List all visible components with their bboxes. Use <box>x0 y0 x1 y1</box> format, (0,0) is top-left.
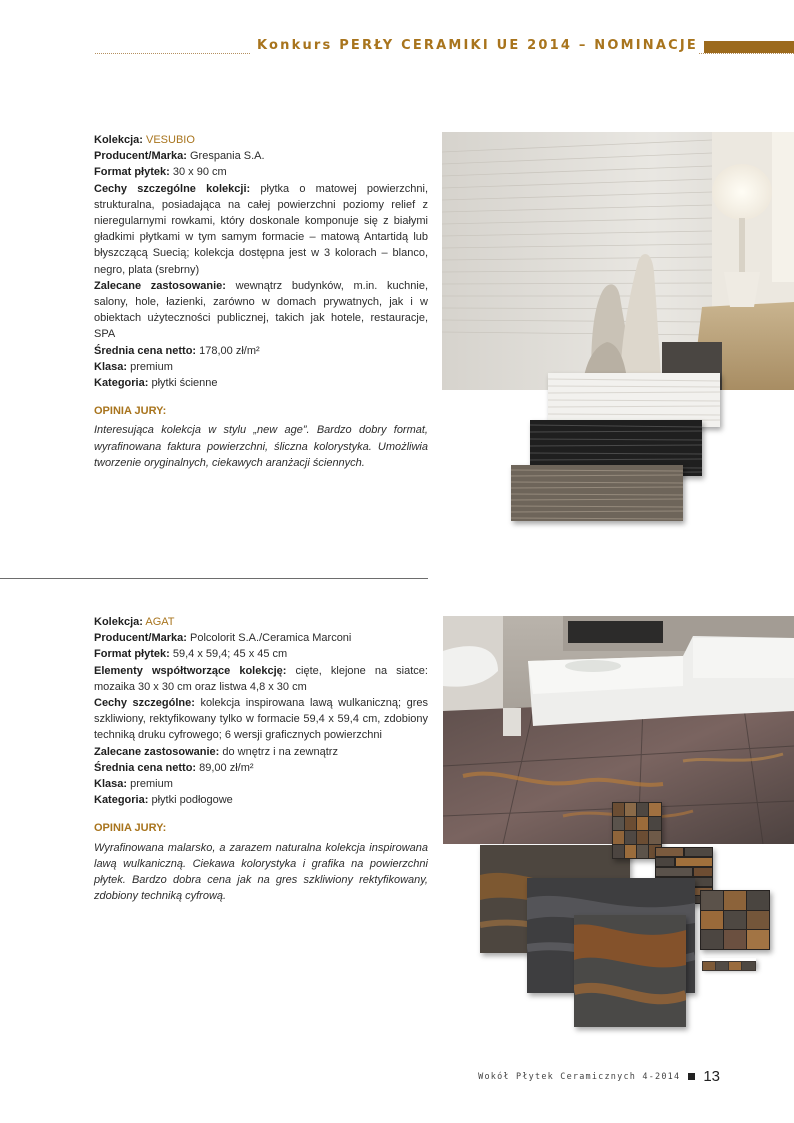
vesubio-interior-photo <box>442 132 794 390</box>
footer-magazine-name: Wokół Płytek Ceramicznych 4-2014 <box>478 1071 681 1082</box>
header-accent-bar <box>704 41 794 53</box>
agat-elementy: Elementy współtworzące kolekcję: cięte, klejone na siatce: mozaika 30 x 30 cm oraz listwa 4,8 x 30 cm <box>94 664 428 693</box>
vesubio-producent: Producent/Marka: Grespania S.A. <box>94 150 265 163</box>
vesubio-cena: Średnia cena netto: 178,00 zł/m² <box>94 344 260 357</box>
vesubio-format: Format płytek: 30 x 90 cm <box>94 166 227 179</box>
agat-mosaic-sample-3 <box>700 890 770 950</box>
agat-collection-name: AGAT <box>145 616 175 628</box>
vesubio-cechy: Cechy szczególne kolekcji: płytka o matowej powierzchni, strukturalna, posiadająca na całej powierzchni poziomy relief z nieregularnymi rowkami, który doskonale komponuje się z białymi gładkimi płytkami w tym samym formacie – matową Antartidą lub błyszczącą Suecią; kolekcja dostępna jest w 3 kolorach – blanco, negro, plata (srebrny) <box>94 182 428 276</box>
vesubio-collection-name: VESUBIO <box>145 134 195 146</box>
vesubio-jury-text: Interesująca kolekcja w stylu „new age”. Bardzo dobry format, wyrafinowana faktura powierzchni, śliczna kolorystyka. Umożliwia tworzenie oryginalnych, ciekawych aranżacji ściennych. <box>94 424 428 469</box>
page-number: 13 <box>703 1068 720 1085</box>
vesubio-description <box>94 132 428 471</box>
agat-cena: Średnia cena netto: 89,00 zł/m² <box>94 761 254 774</box>
agat-tile-sample-3 <box>574 915 686 1027</box>
agat-jury-heading: OPINIA JURY: <box>94 822 167 835</box>
vesubio-kolekcja: Kolekcja: VESUBIO <box>94 134 195 146</box>
agat-klasa: Klasa: premium <box>94 778 173 791</box>
agat-kategoria: Kategoria: płytki podłogowe <box>94 794 233 807</box>
vesubio-klasa: Klasa: premium <box>94 360 173 373</box>
agat-format: Format płytek: 59,4 x 59,4; 45 x 45 cm <box>94 648 288 661</box>
vesubio-tile-plata <box>511 465 683 521</box>
header-title: Konkurs PERŁY CERAMIKI UE 2014 – NOMINACJE <box>251 38 698 54</box>
agat-producent: Producent/Marka: Polcolorit S.A./Ceramica Marconi <box>94 632 352 645</box>
agat-cechy: Cechy szczególne: kolekcja inspirowana lawą wulkaniczną; gres szkliwiony, rektyfikowany tylko w formacie 59,4 x 59,4 cm, zdobiony techniką druku cyfrowego; 6 wersji graficznych powierzchni <box>94 697 428 742</box>
vesubio-zastosowanie: Zalecane zastosowanie: wewnątrz budynków, m.in. kuchnie, salony, hole, łazienki, zarówno w domach prywatnych, jak i w obiektach użyteczności publicznej, takich jak hotele, restauracje, SPA <box>94 279 429 341</box>
section-divider <box>0 578 428 579</box>
page-footer <box>478 1068 720 1085</box>
agat-border-strip <box>702 958 756 968</box>
page-header <box>95 38 794 58</box>
agat-kolekcja: Kolekcja: AGAT <box>94 616 175 628</box>
vesubio-jury-heading: OPINIA JURY: <box>94 405 167 418</box>
footer-square-icon <box>688 1073 695 1080</box>
vesubio-tile-blanco <box>548 373 720 427</box>
agat-description <box>94 614 428 904</box>
vesubio-kategoria: Kategoria: płytki ścienne <box>94 377 218 390</box>
agat-jury-text: Wyrafinowana malarsko, a zarazem naturalna kolekcja inspirowana lawą wulkaniczną. Ciekawa kolorystyka i grafika na powierzchni płytek. Bardzo dobra cena jak na gres szkliwiony rektyfikowany, zdobiony techniką cyfrową. <box>94 841 428 903</box>
agat-zastosowanie: Zalecane zastosowanie: do wnętrz i na zewnątrz <box>94 745 338 758</box>
